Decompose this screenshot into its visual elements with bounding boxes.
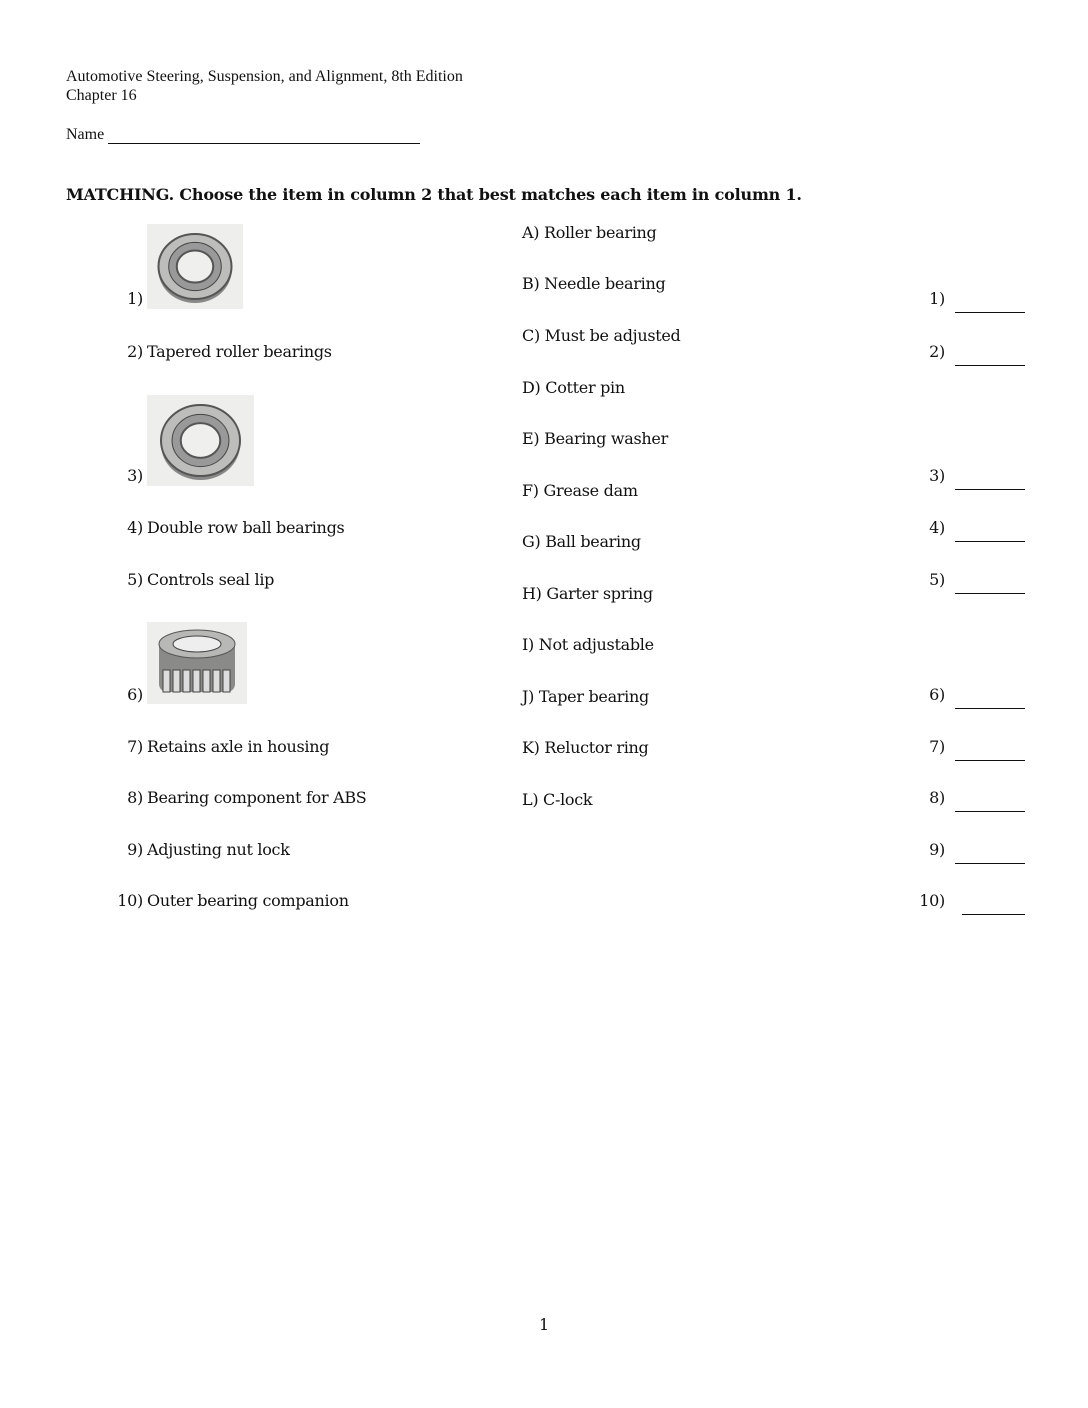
instructions: MATCHING. Choose the item in column 2 that best matches each item in column 1. bbox=[66, 185, 802, 204]
answer-number: 5) bbox=[929, 570, 945, 589]
answer-number: 1) bbox=[929, 289, 945, 308]
question-number: 4) bbox=[127, 518, 143, 537]
answer-number: 3) bbox=[929, 466, 945, 485]
answer-blank[interactable] bbox=[955, 489, 1025, 490]
ball-bearing-photo bbox=[147, 395, 254, 486]
match-option: G) Ball bearing bbox=[522, 532, 641, 551]
question-text: Retains axle in housing bbox=[147, 737, 330, 756]
question-number: 8) bbox=[127, 788, 143, 807]
answer-number: 2) bbox=[929, 342, 945, 361]
question-number: 6) bbox=[127, 685, 143, 704]
answer-number: 7) bbox=[929, 737, 945, 756]
question-number: 3) bbox=[127, 466, 143, 485]
answer-number: 4) bbox=[929, 518, 945, 537]
match-option: H) Garter spring bbox=[522, 584, 653, 603]
answer-blank[interactable] bbox=[955, 365, 1025, 366]
answer-blank[interactable] bbox=[955, 593, 1025, 594]
question-number: 7) bbox=[127, 737, 143, 756]
answer-blank[interactable] bbox=[955, 708, 1025, 709]
question-text: Outer bearing companion bbox=[147, 891, 349, 910]
answer-number: 8) bbox=[929, 788, 945, 807]
answer-blank[interactable] bbox=[955, 312, 1025, 313]
match-option: K) Reluctor ring bbox=[522, 738, 649, 757]
answer-number: 9) bbox=[929, 840, 945, 859]
chapter-label: Chapter 16 bbox=[66, 87, 137, 104]
page-number: 1 bbox=[539, 1315, 549, 1334]
match-option: F) Grease dam bbox=[522, 481, 638, 500]
document-title: Automotive Steering, Suspension, and Alignment, 8th Edition bbox=[66, 68, 463, 85]
question-number: 1) bbox=[127, 289, 143, 308]
question-text: Controls seal lip bbox=[147, 570, 275, 589]
answer-blank[interactable] bbox=[955, 811, 1025, 812]
question-text: Tapered roller bearings bbox=[147, 342, 332, 361]
question-number: 9) bbox=[127, 840, 143, 859]
match-option: J) Taper bearing bbox=[522, 687, 649, 706]
tapered-bearing-photo bbox=[147, 622, 247, 704]
match-option: A) Roller bearing bbox=[522, 223, 657, 242]
question-text: Adjusting nut lock bbox=[147, 840, 290, 859]
answer-blank[interactable] bbox=[955, 760, 1025, 761]
answer-blank[interactable] bbox=[955, 541, 1025, 542]
answer-blank[interactable] bbox=[962, 914, 1025, 915]
match-option: C) Must be adjusted bbox=[522, 326, 681, 345]
question-number: 10) bbox=[117, 891, 143, 910]
match-option: I) Not adjustable bbox=[522, 635, 654, 654]
match-option: L) C-lock bbox=[522, 790, 593, 809]
name-field[interactable] bbox=[108, 143, 420, 144]
answer-number: 10) bbox=[919, 891, 945, 910]
match-option: B) Needle bearing bbox=[522, 274, 666, 293]
answer-number: 6) bbox=[929, 685, 945, 704]
question-number: 2) bbox=[127, 342, 143, 361]
question-number: 5) bbox=[127, 570, 143, 589]
question-text: Double row ball bearings bbox=[147, 518, 345, 537]
question-text: Bearing component for ABS bbox=[147, 788, 367, 807]
answer-blank[interactable] bbox=[955, 863, 1025, 864]
name-label: Name bbox=[66, 126, 105, 143]
match-option: D) Cotter pin bbox=[522, 378, 625, 397]
match-option: E) Bearing washer bbox=[522, 429, 668, 448]
roller-bearing-photo bbox=[147, 224, 243, 309]
